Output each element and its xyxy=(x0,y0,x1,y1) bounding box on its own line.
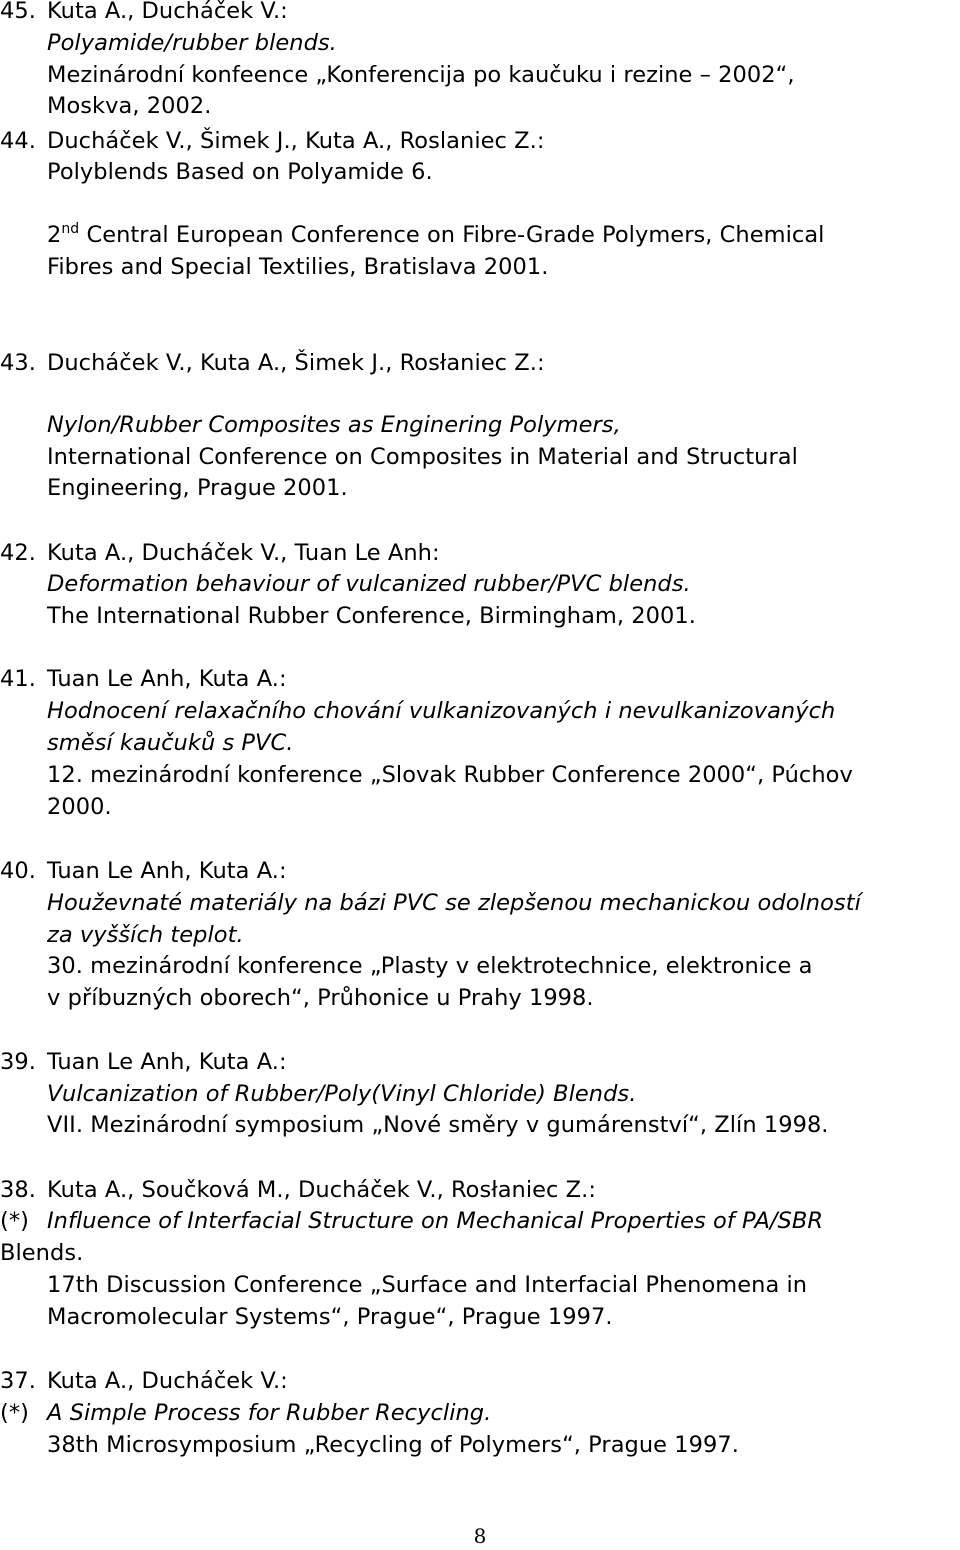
entry-number: 44. xyxy=(0,128,36,154)
entry-number: 38. xyxy=(0,1177,36,1203)
entry-venue: Engineering, Prague 2001. xyxy=(47,475,348,501)
entry-authors: Kuta A., Součková M., Ducháček V., Rosłaniec Z.: xyxy=(47,1177,596,1203)
entry-number: 43. xyxy=(0,350,36,376)
entry-venue: VII. Mezinárodní symposium „Nové směry v gumárenství“, Zlín 1998. xyxy=(47,1112,829,1138)
entry-venue: International Conference on Composites in Material and Structural xyxy=(47,444,798,470)
entry-title: Deformation behaviour of vulcanized rubber/PVC blends. xyxy=(47,571,691,597)
entry-title: A Simple Process for Rubber Recycling. xyxy=(47,1400,492,1426)
entry-number: 37. xyxy=(0,1368,36,1394)
entry-title: za vyšších teplot. xyxy=(47,922,244,948)
entry-marker: (*) xyxy=(0,1208,29,1234)
entry-venue: Moskva, 2002. xyxy=(47,93,212,119)
entry-title: Houževnaté materiály na bázi PVC se zlepšenou mechanickou odolností xyxy=(47,890,861,916)
entry-title: Blends. xyxy=(0,1240,84,1266)
entry-number: 39. xyxy=(0,1049,36,1075)
entry-venue: 2000. xyxy=(47,794,112,820)
entry-venue: v příbuzných oborech“, Průhonice u Prahy 1998. xyxy=(47,985,594,1011)
entry-title: Hodnocení relaxačního chování vulkanizovaných i nevulkanizovaných xyxy=(47,698,836,724)
entry-number: 41. xyxy=(0,666,36,692)
entry-title: Nylon/Rubber Composites as Enginering Polymers, xyxy=(47,412,621,438)
entry-authors: Ducháček V., Kuta A., Šimek J., Rosłaniec Z.: xyxy=(47,350,545,376)
superscript-ordinal: nd xyxy=(61,221,80,237)
entry-title: směsí kaučuků s PVC. xyxy=(47,730,294,756)
entry-venue: Fibres and Special Textilies, Bratislava 2001. xyxy=(47,254,549,280)
entry-number: 40. xyxy=(0,858,36,884)
entry-authors: Kuta A., Ducháček V.: xyxy=(47,1368,288,1394)
entry-title: Vulcanization of Rubber/Poly(Vinyl Chloride) Blends. xyxy=(47,1081,637,1107)
entry-venue: 12. mezinárodní konference „Slovak Rubber Conference 2000“, Púchov xyxy=(47,762,853,788)
entry-title: Polyblends Based on Polyamide 6. xyxy=(47,159,433,185)
page-number: 8 xyxy=(473,1524,487,1548)
entry-venue: 30. mezinárodní konference „Plasty v elektrotechnice, elektronice a xyxy=(47,953,813,979)
entry-venue: The International Rubber Conference, Birmingham, 2001. xyxy=(47,603,696,629)
entry-title: Influence of Interfacial Structure on Mechanical Properties of PA/SBR xyxy=(47,1208,824,1234)
entry-marker: (*) xyxy=(0,1400,29,1426)
entry-authors: Tuan Le Anh, Kuta A.: xyxy=(47,666,287,692)
entry-venue: 17th Discussion Conference „Surface and Interfacial Phenomena in xyxy=(47,1272,808,1298)
entry-venue: Mezinárodní konfeence „Konferencija po kaučuku i rezine – 2002“, xyxy=(47,62,795,88)
entry-authors: Kuta A., Ducháček V., Tuan Le Anh: xyxy=(47,540,440,566)
entry-title: Polyamide/rubber blends. xyxy=(47,30,337,56)
entry-venue: 38th Microsymposium „Recycling of Polymers“, Prague 1997. xyxy=(47,1432,739,1458)
entry-authors: Tuan Le Anh, Kuta A.: xyxy=(47,858,287,884)
entry-venue: 2nd Central European Conference on Fibre-Grade Polymers, Chemical xyxy=(47,221,825,248)
entry-authors: Tuan Le Anh, Kuta A.: xyxy=(47,1049,287,1075)
entry-authors: Ducháček V., Šimek J., Kuta A., Roslaniec Z.: xyxy=(47,128,545,154)
entry-venue: Macromolecular Systems“, Prague“, Prague 1997. xyxy=(47,1304,613,1330)
entry-authors: Kuta A., Ducháček V.: xyxy=(47,0,288,24)
entry-number: 42. xyxy=(0,540,36,566)
entry-number: 45. xyxy=(0,0,36,24)
